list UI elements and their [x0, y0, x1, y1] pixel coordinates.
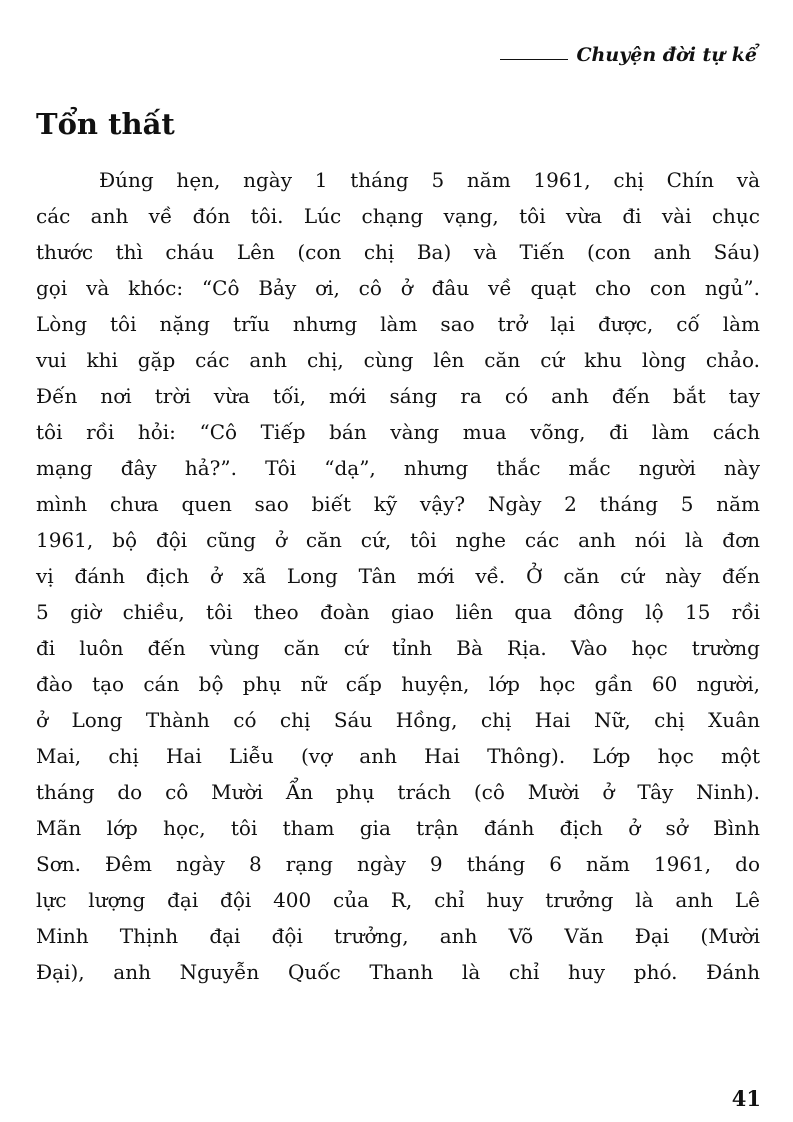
text-line: tôi rồi hỏi: “Cô Tiếp bán vàng mua võng, đi làm cách [36, 420, 760, 444]
text-line: Minh Thịnh đại đội trưởng, anh Võ Văn Đại (Mười [36, 924, 760, 948]
text-line: mạng đây hả?”. Tôi “dạ”, nhưng thắc mắc người này [36, 456, 760, 480]
text-line: 5 giờ chiều, tôi theo đoàn giao liên qua đông lộ 15 rồi [36, 600, 760, 624]
body-paragraph [36, 162, 760, 990]
text-line: Sơn. Đêm ngày 8 rạng ngày 9 tháng 6 năm 1961, do [36, 852, 760, 876]
text-line: thước thì cháu Lên (con chị Ba) và Tiến (con anh Sáu) [36, 240, 760, 264]
text-line: lực lượng đại đội 400 của R, chỉ huy trưởng là anh Lê [36, 888, 760, 912]
text-line: ở Long Thành có chị Sáu Hồng, chị Hai Nữ, chị Xuân [36, 708, 760, 732]
text-line: tháng do cô Mười Ẩn phụ trách (cô Mười ở Tây Ninh). [36, 780, 760, 804]
text-line: vị đánh địch ở xã Long Tân mới về. Ở căn cứ này đến [36, 564, 760, 588]
text-line: Lòng tôi nặng trĩu nhưng làm sao trở lại được, cố làm [36, 312, 760, 336]
text-line: 1961, bộ đội cũng ở căn cứ, tôi nghe các anh nói là đơn [36, 528, 760, 552]
text-line: đào tạo cán bộ phụ nữ cấp huyện, lớp học gần 60 người, [36, 672, 760, 696]
section-title: Tổn thất [36, 107, 175, 141]
text-line: Mãn lớp học, tôi tham gia trận đánh địch ở sở Bình [36, 816, 760, 840]
text-line: Đến nơi trời vừa tối, mới sáng ra có anh đến bắt tay [36, 384, 760, 408]
text-line: đi luôn đến vùng căn cứ tỉnh Bà Rịa. Vào học trường [36, 636, 760, 660]
header-rule [500, 59, 568, 60]
text-line: Đại), anh Nguyễn Quốc Thanh là chỉ huy phó. Đánh [36, 960, 760, 984]
page-number: 41 [731, 1086, 761, 1111]
text-line: gọi và khóc: “Cô Bảy ơi, cô ở đâu về quạt cho con ngủ”. [36, 276, 760, 300]
text-line: vui khi gặp các anh chị, cùng lên căn cứ khu lòng chảo. [36, 348, 760, 372]
text-line: Đúng hẹn, ngày 1 tháng 5 năm 1961, chị Chín và [99, 168, 760, 192]
text-line: mình chưa quen sao biết kỹ vậy? Ngày 2 tháng 5 năm [36, 492, 760, 516]
running-header [500, 44, 757, 66]
text-line: các anh về đón tôi. Lúc chạng vạng, tôi vừa đi vài chục [36, 204, 760, 228]
text-line: Mai, chị Hai Liễu (vợ anh Hai Thông). Lớp học một [36, 744, 760, 768]
running-title: Chuyện đời tự kể [576, 44, 757, 66]
